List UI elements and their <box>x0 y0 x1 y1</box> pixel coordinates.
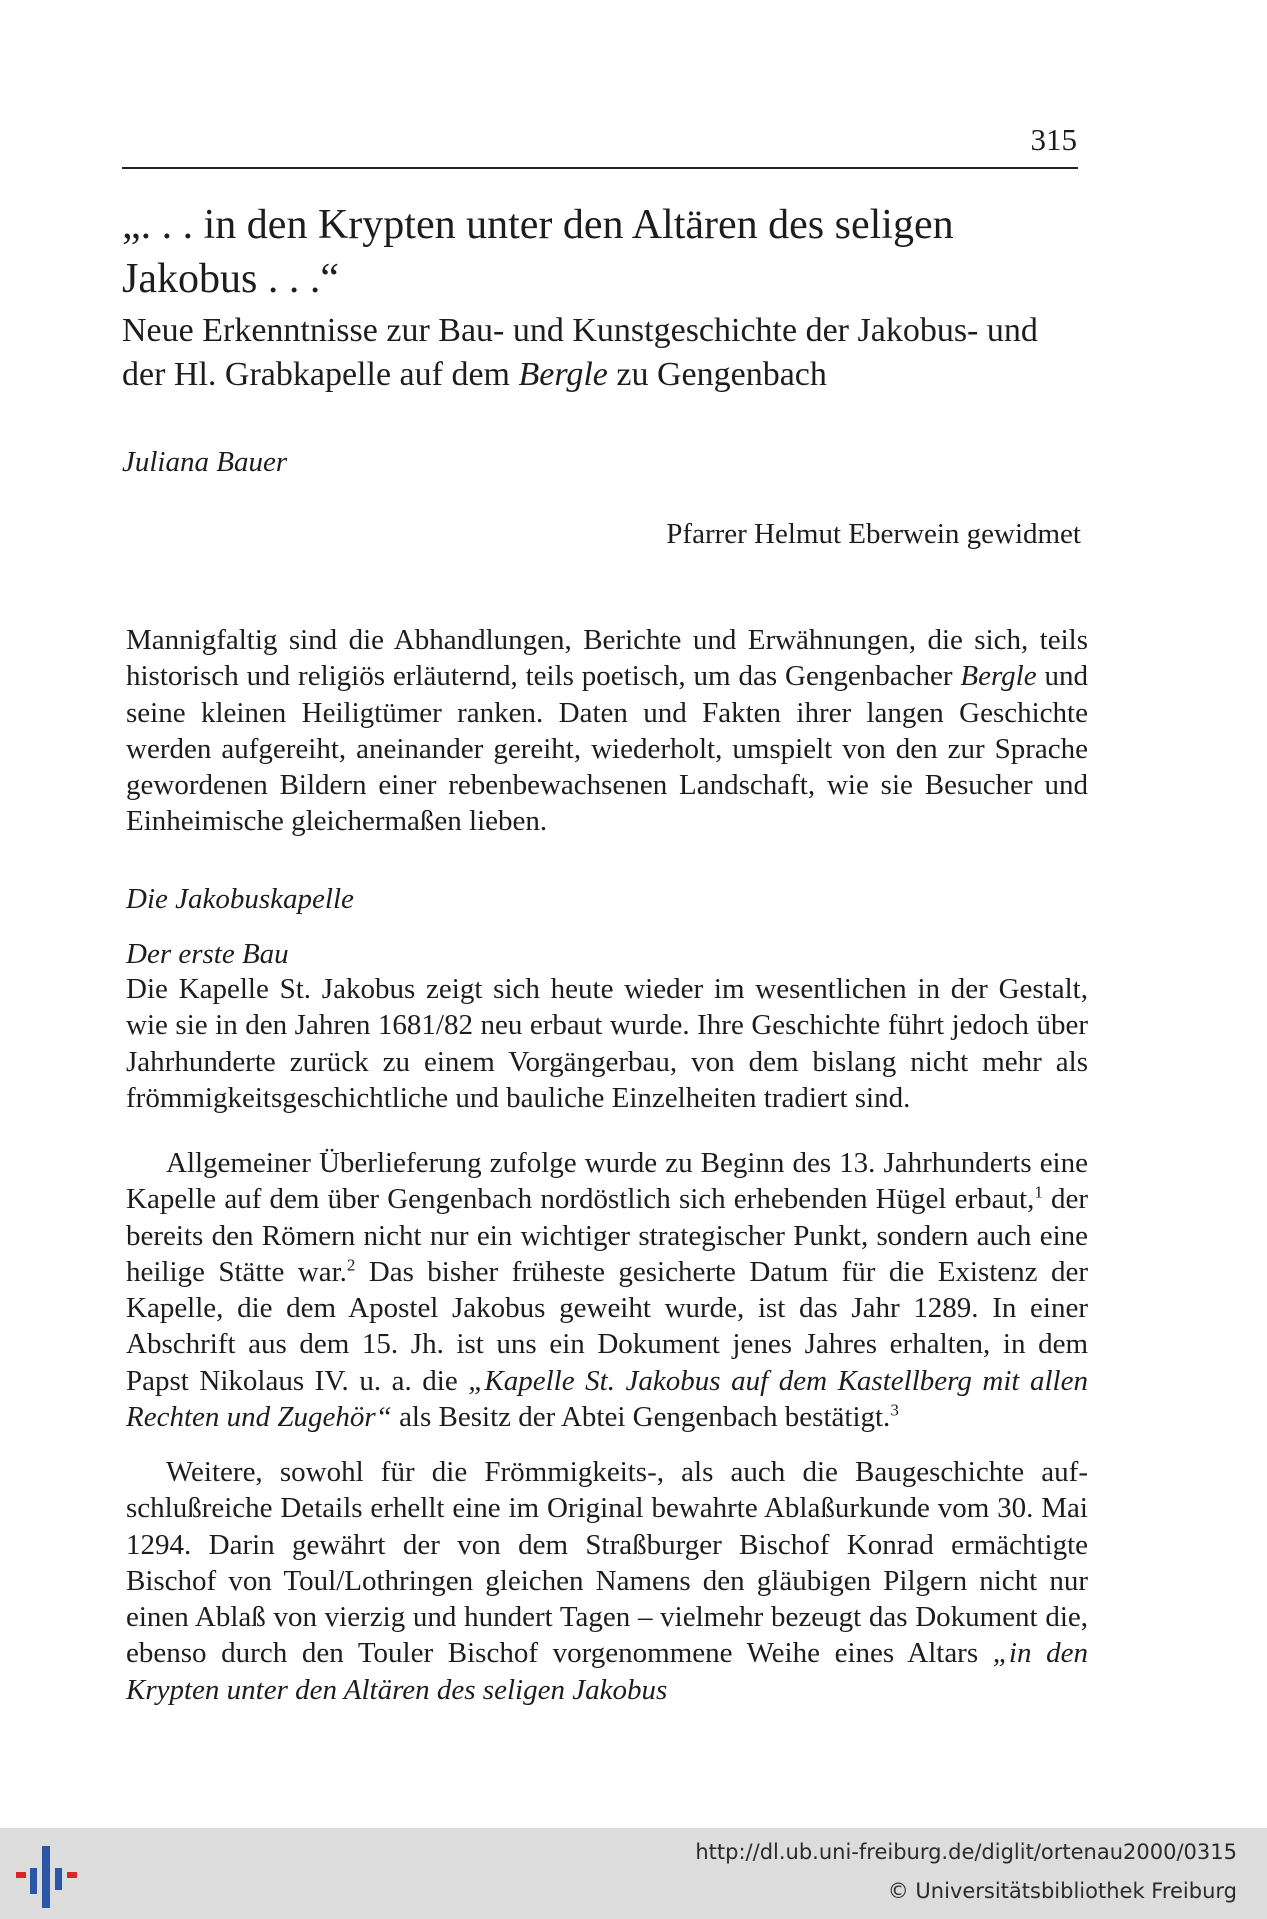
body-paragraph-3 <box>126 1454 1088 1708</box>
subtitle-emphasis: Bergle <box>518 356 608 393</box>
article-subtitle <box>122 309 1082 397</box>
subtitle-text-end: zu Gengenbach <box>607 356 827 393</box>
paragraph-2-text-c: Das bisher früheste gesicherte Datum für die Existenz der Kapelle, die dem Apostel Jakobus geweiht wurde, ist das Jahr 1289. In einer Abschrift aus dem 15. Jh. ist uns ein Dokument jenes Jahres erhalten, in dem Papst Nikolaus IV. u. a. die <box>126 1255 1088 1397</box>
page-number: 315 <box>1030 122 1077 157</box>
footnote-ref-3[interactable]: 3 <box>890 1400 899 1420</box>
intro-text-end: und seine kleinen Heiligtümer ranken. Daten und Fakten ihrer langen Geschichte werden aufgereiht, aneinander gereiht, wiederholt, umspielt von den zur Sprache gewordenen Bildern einer rebenbewachsenen Landschaft, wie sie Besucher und Einheimische gleichermaßen lieben. <box>126 660 1089 838</box>
intro-paragraph <box>126 622 1088 840</box>
footnote-ref-1[interactable]: 1 <box>1034 1182 1043 1202</box>
author-name: Juliana Bauer <box>122 446 288 478</box>
ub-freiburg-logo-icon[interactable] <box>14 1842 84 1908</box>
footer-copyright: © Universitätsbibliothek Freiburg <box>887 1879 1237 1903</box>
paragraph-2-quote: „Kapelle St. Jakobus auf dem Kastellberg mit allen Rechten und Zugehör“ <box>126 1364 1088 1434</box>
paragraph-2-text: Allgemeiner Überlieferung zufolge wurde zu Beginn des 13. Jahrhunderts eine Kapelle auf dem über Gengenbach nordöstlich sich erhebenden Hügel erbaut, <box>126 1147 1088 1216</box>
body-paragraph-2 <box>126 1145 1088 1435</box>
header-rule <box>122 167 1078 169</box>
intro-emphasis: Bergle <box>960 660 1037 693</box>
paragraph-2-text-b: der bereits den Römern nicht nur ein wichtiger strategischer Punkt, sondern auch eine heilige Stätte war. <box>126 1183 1089 1288</box>
article-title: „. . . in den Krypten unter den Altären des seligen Jakobus . . .“ <box>122 202 954 302</box>
subsection-heading: Der erste Bau <box>126 938 289 970</box>
dedication: Pfarrer Helmut Eberwein gewidmet <box>666 518 1081 550</box>
subtitle-text: Neue Erkenntnisse zur Bau- und Kunstgeschichte der Jakobus- und der Hl. Grabkapelle auf dem <box>122 312 1038 393</box>
footnote-ref-2[interactable]: 2 <box>346 1255 356 1275</box>
paragraph-3-text: Weitere, sowohl für die Frömmigkeits-, als auch die Baugeschichte aufschlußreiche Details erhellt eine im Original bewahrte Ablaßurkunde vom 30. Mai 1294. Darin gewährt der von dem Straßburger Bischof Konrad ermächtigte Bischof von Toul/Lothringen gleichen Namens den gläubigen Pilgern nicht nur einen Ablaß von vierzig und hundert Tagen – vielmehr bezeugt das Dokument die, ebenso durch den Touler Bischof vorgenommene Weihe eines Altars <box>126 1456 1088 1670</box>
footer-url-link[interactable]: http://dl.ub.uni-freiburg.de/diglit/ortenau2000/0315 <box>695 1840 1237 1864</box>
footer-bar <box>0 1828 1267 1919</box>
section-heading: Die Jakobuskapelle <box>126 883 354 915</box>
paragraph-2-text-d: als Besitz der Abtei Gengenbach bestätigt. <box>391 1401 891 1434</box>
body-paragraph-1: Die Kapelle St. Jakobus zeigt sich heute wieder im wesentlichen in der Gestalt, wie sie in den Jahren 1681/82 neu erbaut wurde. Ihre Geschichte führt jedoch über Jahrhunderte zurück zu einem Vorgängerbau, von dem bislang nicht mehr als frömmigkeitsgeschichtliche und bauliche Einzelheiten tradiert sind. <box>126 973 1088 1114</box>
paragraph-3-quote: „in den Krypten unter den Altären des seligen Jakobus <box>126 1637 1088 1706</box>
intro-text: Mannigfaltig sind die Abhandlungen, Berichte und Erwähnungen, die sich, teils historisch und religiös erläuternd, teils poetisch, um das Gengenbacher <box>126 624 1088 693</box>
